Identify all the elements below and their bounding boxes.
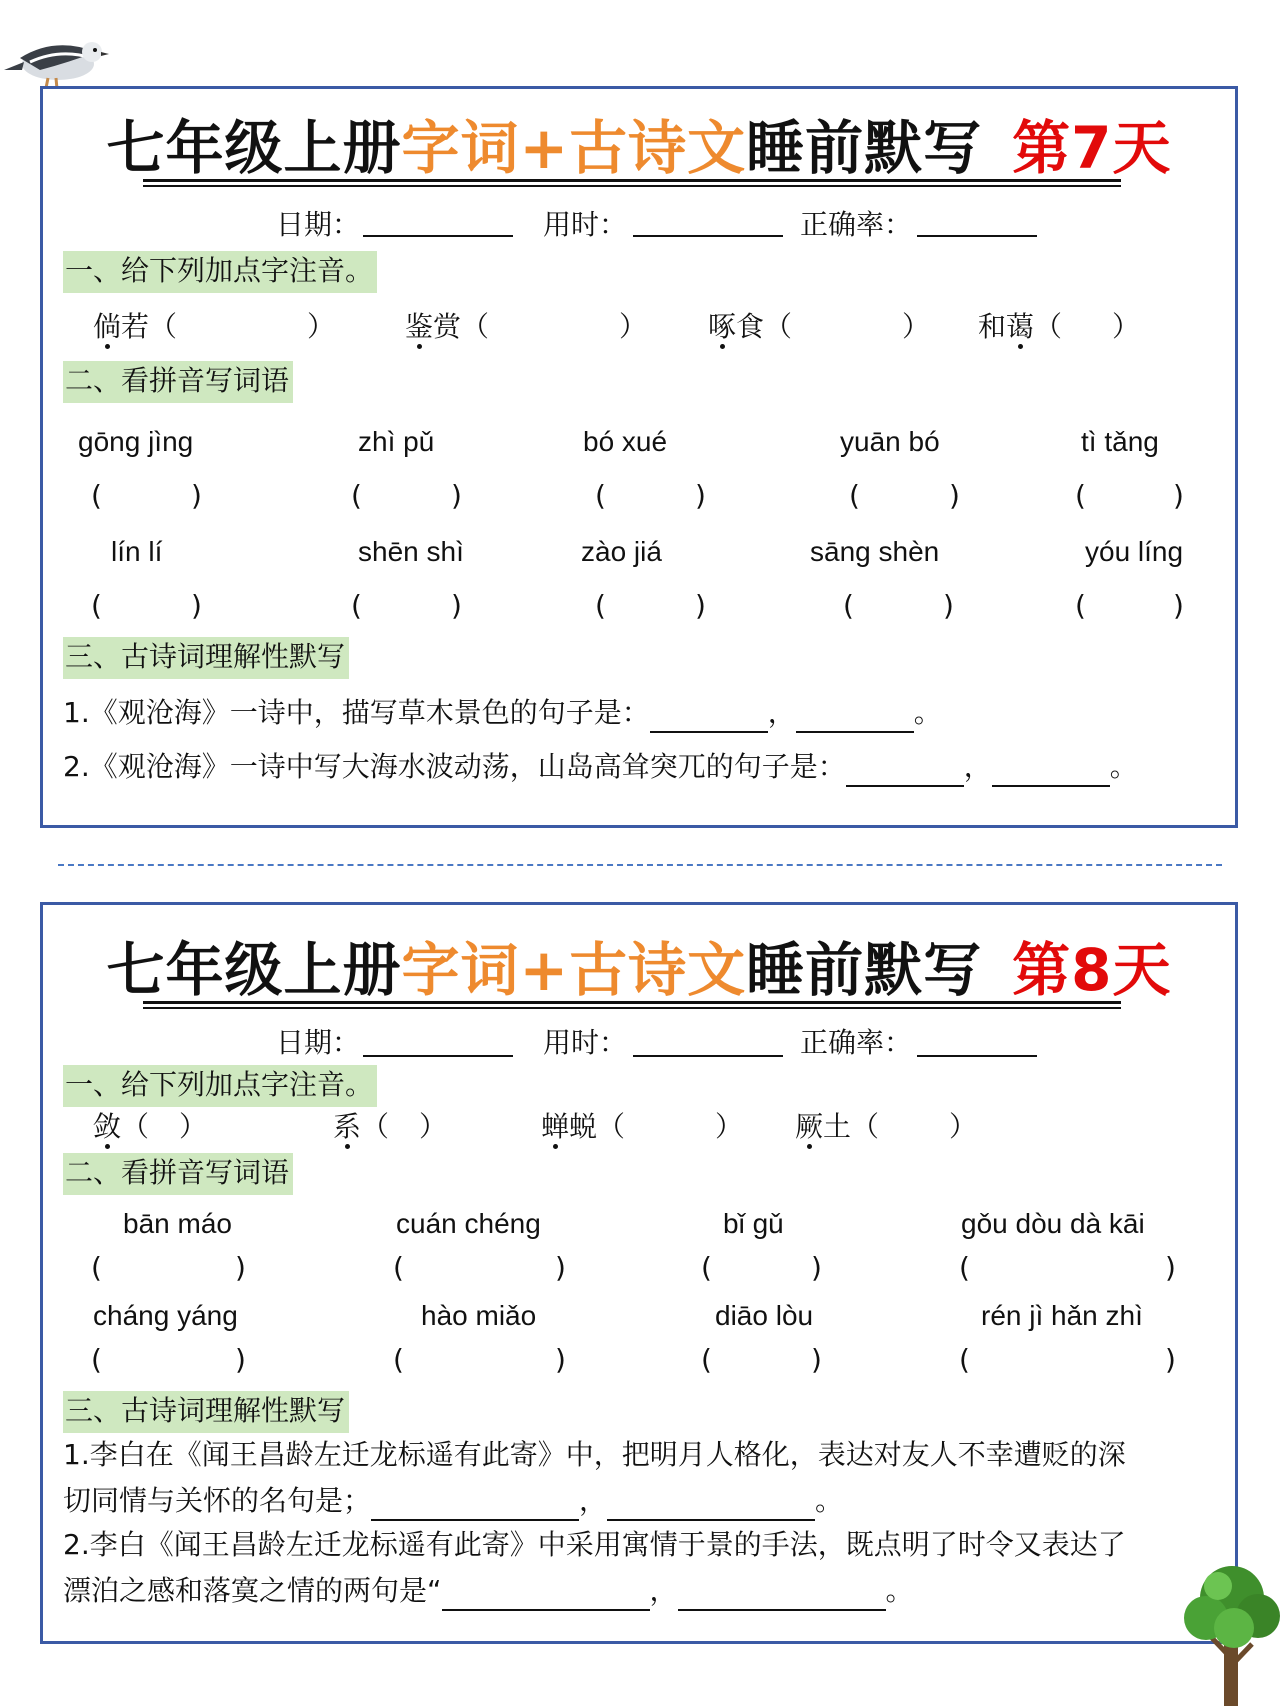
title-topic: 字词+古诗文 bbox=[401, 114, 747, 182]
pinyin-word: tì tǎng bbox=[1081, 426, 1159, 457]
answer-blank[interactable] bbox=[371, 1491, 579, 1521]
answer-paren-close[interactable]: ) bbox=[695, 479, 706, 512]
pinyin-word: bǐ gǔ bbox=[723, 1208, 784, 1239]
dotted-char: 蝉 bbox=[541, 1110, 570, 1143]
answer-blank[interactable] bbox=[442, 1581, 650, 1611]
pinyin-word: diāo lòu bbox=[715, 1300, 814, 1331]
time-blank[interactable] bbox=[633, 235, 783, 237]
answer-paren-open[interactable]: ( bbox=[91, 479, 102, 512]
pinyin-word: cuán chéng bbox=[396, 1208, 541, 1239]
dotted-char: 鉴 bbox=[405, 310, 434, 343]
worksheet-day8 bbox=[40, 902, 1238, 1644]
pinyin-word: yuān bó bbox=[840, 426, 940, 457]
answer-paren-close[interactable]: ) bbox=[235, 1251, 246, 1284]
title-underline bbox=[143, 1001, 1121, 1009]
section-3-heading: 三、古诗词理解性默写 bbox=[63, 1391, 349, 1433]
dashed-divider bbox=[58, 864, 1222, 866]
answer-paren-open[interactable]: ( bbox=[701, 1251, 712, 1284]
answer-paren-open[interactable]: ( bbox=[701, 1343, 712, 1376]
phonetic-item: 倘若（ ） bbox=[93, 310, 336, 343]
answer-paren-close[interactable]: ) bbox=[191, 589, 202, 622]
dotted-char: 系 bbox=[333, 1110, 362, 1143]
answer-blank[interactable] bbox=[796, 703, 914, 733]
tree-illustration bbox=[1182, 1558, 1280, 1706]
accuracy-blank[interactable] bbox=[917, 235, 1037, 237]
worksheet-title bbox=[43, 113, 1235, 183]
answer-paren-close[interactable]: ) bbox=[811, 1343, 822, 1376]
section-2-heading: 二、看拼音写词语 bbox=[63, 361, 293, 403]
title-day: 第8天 bbox=[1012, 936, 1172, 1004]
time-label: 用时： bbox=[543, 208, 628, 241]
pinyin-word: hào miǎo bbox=[421, 1300, 537, 1331]
answer-paren-close[interactable]: ) bbox=[555, 1251, 566, 1284]
answer-blank[interactable] bbox=[650, 703, 768, 733]
pinyin-word: rén jì hǎn zhì bbox=[981, 1300, 1143, 1331]
pinyin-word: lín lí bbox=[111, 536, 163, 567]
question-1-line-1: 1.李白在《闻王昌龄左迁龙标遥有此寄》中，把明月人格化，表达对友人不幸遭贬的深 bbox=[63, 1438, 1126, 1471]
dotted-char: 蔼 bbox=[1006, 310, 1035, 343]
pinyin-word: yóu líng bbox=[1085, 536, 1184, 567]
answer-paren-close[interactable]: ) bbox=[451, 479, 462, 512]
answer-paren-close[interactable]: ) bbox=[1173, 479, 1184, 512]
answer-paren-open[interactable]: ( bbox=[595, 479, 606, 512]
answer-paren-close[interactable]: ) bbox=[1165, 1251, 1176, 1284]
pinyin-word: zhì pǔ bbox=[358, 426, 435, 457]
answer-blank[interactable] bbox=[607, 1491, 815, 1521]
phonetic-item: 啄食（ ） bbox=[708, 310, 931, 343]
time-blank[interactable] bbox=[633, 1055, 783, 1057]
section-3-heading: 三、古诗词理解性默写 bbox=[63, 637, 349, 679]
title-type: 睡前默写 bbox=[746, 936, 983, 1004]
pinyin-word: bān máo bbox=[123, 1208, 232, 1239]
phonetic-item: 和蔼（ ） bbox=[978, 310, 1141, 343]
date-label: 日期： bbox=[276, 1026, 361, 1059]
answer-paren-open[interactable]: ( bbox=[959, 1251, 970, 1284]
answer-paren-open[interactable]: ( bbox=[91, 1251, 102, 1284]
answer-blank[interactable] bbox=[846, 757, 964, 787]
dotted-char: 敛 bbox=[93, 1110, 122, 1143]
question-2-line-1: 2.李白《闻王昌龄左迁龙标遥有此寄》中采用寓情于景的手法，既点明了时令又表达了 bbox=[63, 1528, 1126, 1561]
worksheet-day7 bbox=[40, 86, 1238, 828]
title-grade: 七年级上册 bbox=[106, 936, 402, 1004]
question-1: 1.《观沧海》一诗中，描写草木景色的句子是： ， 。 bbox=[63, 693, 942, 733]
section-1-heading: 一、给下列加点字注音。 bbox=[63, 251, 377, 293]
answer-paren-close[interactable]: ) bbox=[451, 589, 462, 622]
phonetic-item: 厥土（ ） bbox=[795, 1110, 978, 1143]
pinyin-word: sāng shèn bbox=[810, 536, 940, 567]
title-topic: 字词+古诗文 bbox=[401, 936, 747, 1004]
title-underline bbox=[143, 179, 1121, 187]
pinyin-word: gōng jìng bbox=[78, 426, 194, 457]
answer-paren-open[interactable]: ( bbox=[1075, 479, 1086, 512]
phonetic-item: 系（ ） bbox=[333, 1110, 448, 1143]
date-blank[interactable] bbox=[363, 1055, 513, 1057]
pinyin-word: gǒu dòu dà kāi bbox=[961, 1208, 1145, 1239]
section-2-heading: 二、看拼音写词语 bbox=[63, 1153, 293, 1195]
worksheet-title bbox=[43, 935, 1235, 1005]
section-1-heading: 一、给下列加点字注音。 bbox=[63, 1065, 377, 1107]
answer-paren-open[interactable]: ( bbox=[91, 1343, 102, 1376]
answer-paren-close[interactable]: ) bbox=[1165, 1343, 1176, 1376]
accuracy-label: 正确率： bbox=[800, 1026, 913, 1059]
phonetic-item: 蝉蜕（ ） bbox=[541, 1110, 744, 1143]
dotted-char: 厥 bbox=[795, 1110, 824, 1143]
pinyin-word: cháng yáng bbox=[93, 1300, 238, 1331]
date-label: 日期： bbox=[276, 208, 361, 241]
answer-paren-close[interactable]: ) bbox=[949, 479, 960, 512]
answer-paren-open[interactable]: ( bbox=[843, 589, 854, 622]
title-grade: 七年级上册 bbox=[106, 114, 402, 182]
answer-blank[interactable] bbox=[678, 1581, 886, 1611]
answer-paren-open[interactable]: ( bbox=[351, 479, 362, 512]
answer-paren-close[interactable]: ) bbox=[943, 589, 954, 622]
answer-paren-close[interactable]: ) bbox=[811, 1251, 822, 1284]
dotted-char: 倘 bbox=[93, 310, 122, 343]
answer-paren-close[interactable]: ) bbox=[1173, 589, 1184, 622]
answer-paren-close[interactable]: ) bbox=[235, 1343, 246, 1376]
answer-blank[interactable] bbox=[992, 757, 1110, 787]
answer-paren-open[interactable]: ( bbox=[959, 1343, 970, 1376]
phonetic-item: 敛（ ） bbox=[93, 1110, 208, 1143]
phonetic-item: 鉴赏（ ） bbox=[405, 310, 648, 343]
dotted-char: 啄 bbox=[708, 310, 737, 343]
pinyin-word: zào jiá bbox=[581, 536, 662, 567]
question-1-line-2: 切同情与关怀的名句是； ， 。 bbox=[63, 1481, 843, 1521]
question-2: 2.《观沧海》一诗中写大海水波动荡，山岛高耸突兀的句子是： ， 。 bbox=[63, 747, 1138, 787]
answer-paren-close[interactable]: ) bbox=[695, 589, 706, 622]
title-day: 第7天 bbox=[1012, 114, 1172, 182]
answer-paren-close[interactable]: ) bbox=[191, 479, 202, 512]
answer-paren-open[interactable]: ( bbox=[595, 589, 606, 622]
date-blank[interactable] bbox=[363, 235, 513, 237]
time-label: 用时： bbox=[543, 1026, 628, 1059]
answer-paren-close[interactable]: ) bbox=[555, 1343, 566, 1376]
answer-paren-open[interactable]: ( bbox=[1075, 589, 1086, 622]
pinyin-word: bó xué bbox=[583, 426, 668, 457]
answer-paren-open[interactable]: ( bbox=[393, 1251, 404, 1284]
title-type: 睡前默写 bbox=[746, 114, 983, 182]
accuracy-label: 正确率： bbox=[800, 208, 913, 241]
answer-paren-open[interactable]: ( bbox=[393, 1343, 404, 1376]
question-2-line-2: 漂泊之感和落寞之情的两句是“ ， 。 bbox=[63, 1571, 914, 1611]
answer-paren-open[interactable]: ( bbox=[351, 589, 362, 622]
answer-paren-open[interactable]: ( bbox=[849, 479, 860, 512]
accuracy-blank[interactable] bbox=[917, 1055, 1037, 1057]
pinyin-word: shēn shì bbox=[358, 536, 464, 567]
answer-paren-open[interactable]: ( bbox=[91, 589, 102, 622]
